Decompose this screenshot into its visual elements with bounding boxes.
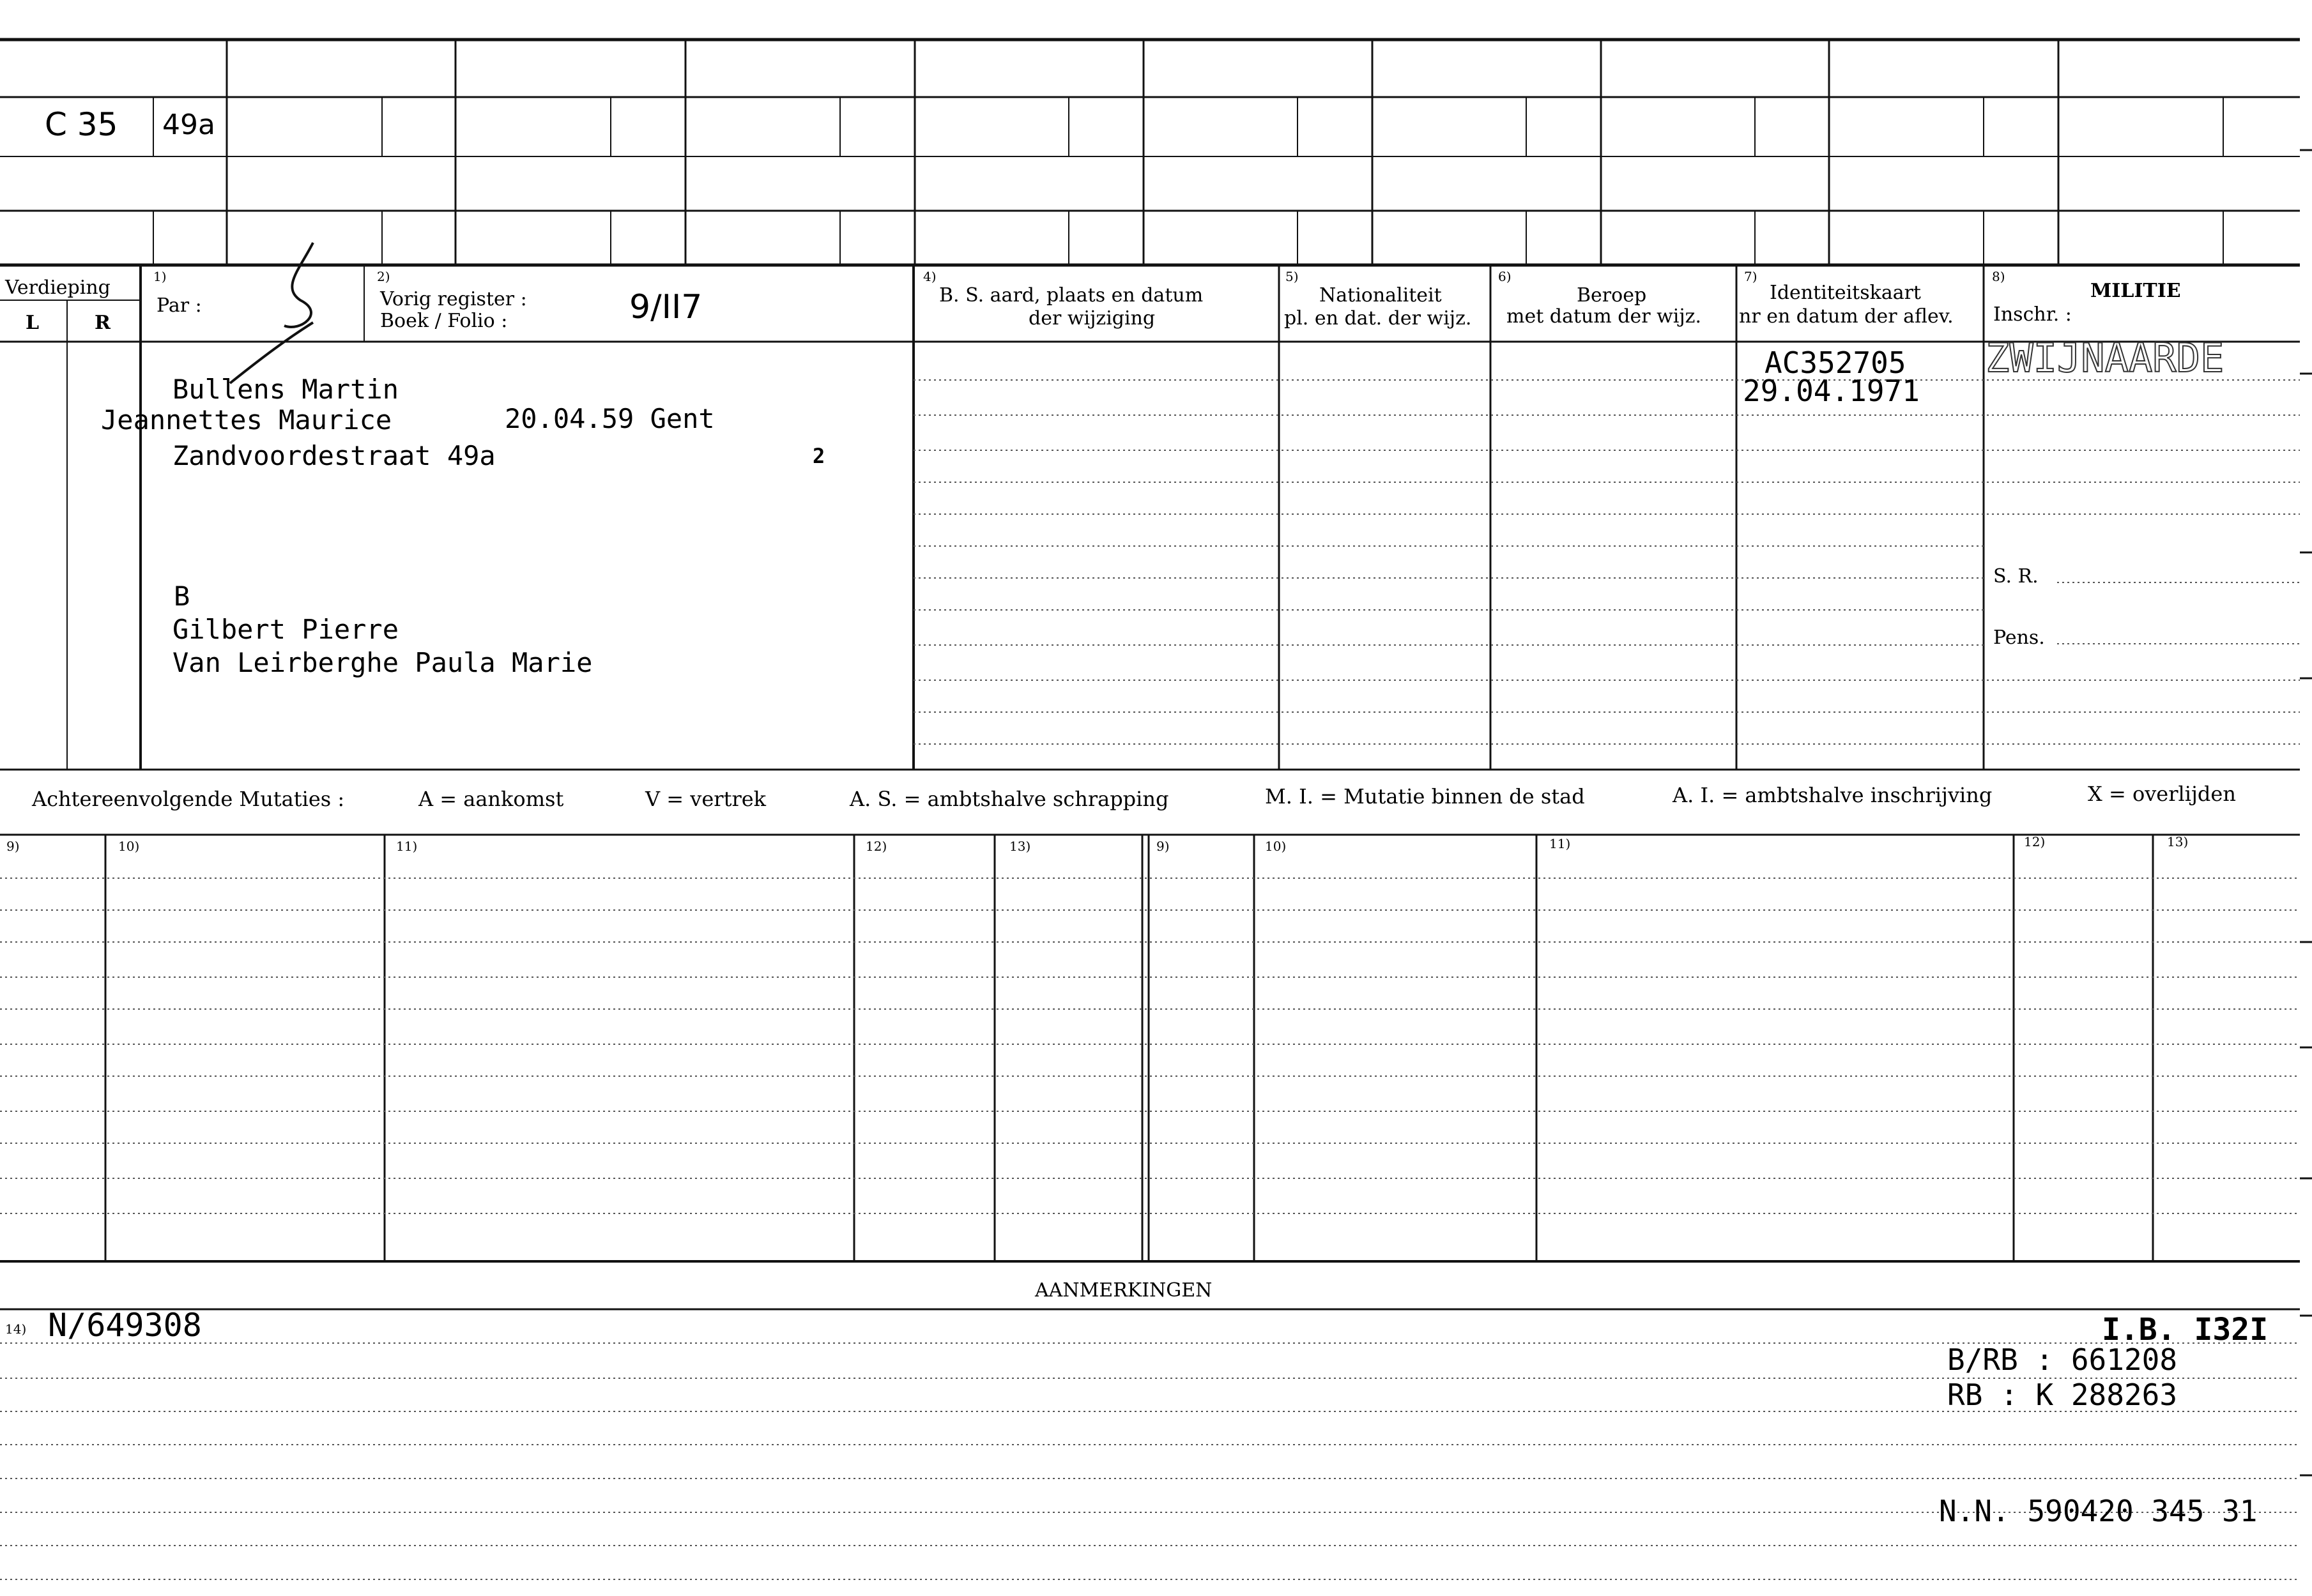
remarks-num: 14) — [5, 1321, 27, 1337]
col-10-a: 10) — [118, 839, 140, 854]
mutations-legend — [31, 782, 2236, 811]
entry-b-label: B — [174, 581, 190, 612]
address-strip-grid — [0, 40, 2300, 265]
par-label: Par : — [157, 294, 202, 317]
militie-num: 8) — [1992, 269, 2005, 284]
remarks-title: AANMERKINGEN — [1035, 1279, 1213, 1302]
vorig-num: 2) — [377, 269, 390, 284]
col-13-a: 13) — [1009, 839, 1031, 854]
col-13-b: 13) — [2167, 834, 2189, 849]
legend-a: A = aankomst — [418, 787, 564, 811]
bs-line2: der wijziging — [1029, 307, 1156, 330]
verdieping-right: R — [95, 312, 111, 334]
beroep-line2: met datum der wijz. — [1506, 305, 1701, 328]
remarks-n-number: N/649308 — [48, 1307, 202, 1344]
col-11-b: 11) — [1549, 836, 1571, 851]
par-num: 1) — [153, 269, 167, 284]
remarks-brb: B/RB : 661208 — [1947, 1342, 2178, 1377]
mutations-grid — [0, 835, 2300, 1261]
col-12-a: 12) — [866, 839, 887, 854]
address-code: C 35 — [45, 106, 118, 143]
militie-title: MILITIE — [2090, 280, 2181, 302]
house-number: 49a — [162, 109, 215, 141]
par-scribble — [284, 243, 313, 327]
mutations-dotted-lines — [0, 878, 2300, 1213]
id-card-number: AC352705 — [1765, 346, 1906, 380]
vorig-label: Vorig register : — [380, 288, 527, 310]
beroep-num: 6) — [1498, 269, 1512, 284]
legend-title: Achtereenvolgende Mutaties : — [32, 787, 345, 811]
col-10-b: 10) — [1265, 839, 1287, 854]
legend-v: V = vertrek — [645, 787, 767, 811]
bs-num: 4) — [923, 269, 937, 284]
vorig-register-value: 9/II7 — [629, 288, 703, 326]
col-12-b: 12) — [2024, 834, 2046, 849]
col-9-b: 9) — [1156, 839, 1170, 854]
legend-as: A. S. = ambtshalve schrapping — [850, 787, 1169, 811]
entry-dotted-lines — [914, 380, 2300, 744]
nationaliteit-line2: pl. en dat. der wijz. — [1284, 307, 1472, 330]
header-grid — [0, 265, 2300, 770]
militie-pens: Pens. — [1993, 627, 2045, 649]
entry-mother: Van Leirberghe Paula Marie — [172, 647, 593, 678]
identiteit-line2: nr en datum der aflev. — [1739, 305, 1954, 328]
legend-ai: A. I. = ambtshalve inschrijving — [1673, 783, 1993, 807]
nationaliteit-num: 5) — [1285, 269, 1299, 284]
verdieping-label: Verdieping — [5, 277, 111, 299]
remarks-rb: RB : K 288263 — [1947, 1378, 2178, 1412]
verdieping-left: L — [26, 312, 40, 334]
beroep-line1: Beroep — [1577, 284, 1647, 307]
edge-ticks — [2300, 150, 2312, 1475]
militie-stamp: ZWIJNAARDE — [1986, 335, 2224, 381]
identiteit-num: 7) — [1744, 269, 1757, 284]
remarks-ib: I.B. I32I — [2102, 1312, 2269, 1348]
legend-x: X = overlijden — [2088, 782, 2236, 806]
col-11-a: 11) — [396, 839, 418, 854]
militie-sr: S. R. — [1993, 565, 2039, 588]
bs-line1: B. S. aard, plaats en datum — [939, 284, 1204, 307]
nationaliteit-line1: Nationaliteit — [1319, 284, 1442, 307]
remarks-nn: N.N. 590420 345 31 — [1939, 1494, 2258, 1528]
boek-folio-label: Boek / Folio : — [380, 310, 508, 332]
entry-father: Gilbert Pierre — [172, 614, 399, 645]
entry-name-2: Jeannettes Maurice — [101, 404, 392, 436]
legend-mi: M. I. = Mutatie binnen de stad — [1265, 784, 1585, 809]
identiteit-line1: Identiteitskaart — [1770, 282, 1921, 304]
entry-name-1: Bullens Martin — [172, 374, 399, 405]
col-9-a: 9) — [6, 839, 20, 854]
entry-street: Zandvoordestraat 49a — [172, 440, 496, 471]
id-card-date: 29.04.1971 — [1743, 374, 1920, 408]
entry-birth: 20.04.59 Gent — [505, 403, 715, 434]
militie-inschr: Inschr. : — [1993, 303, 2072, 326]
entry-mark: 2 — [813, 444, 825, 468]
